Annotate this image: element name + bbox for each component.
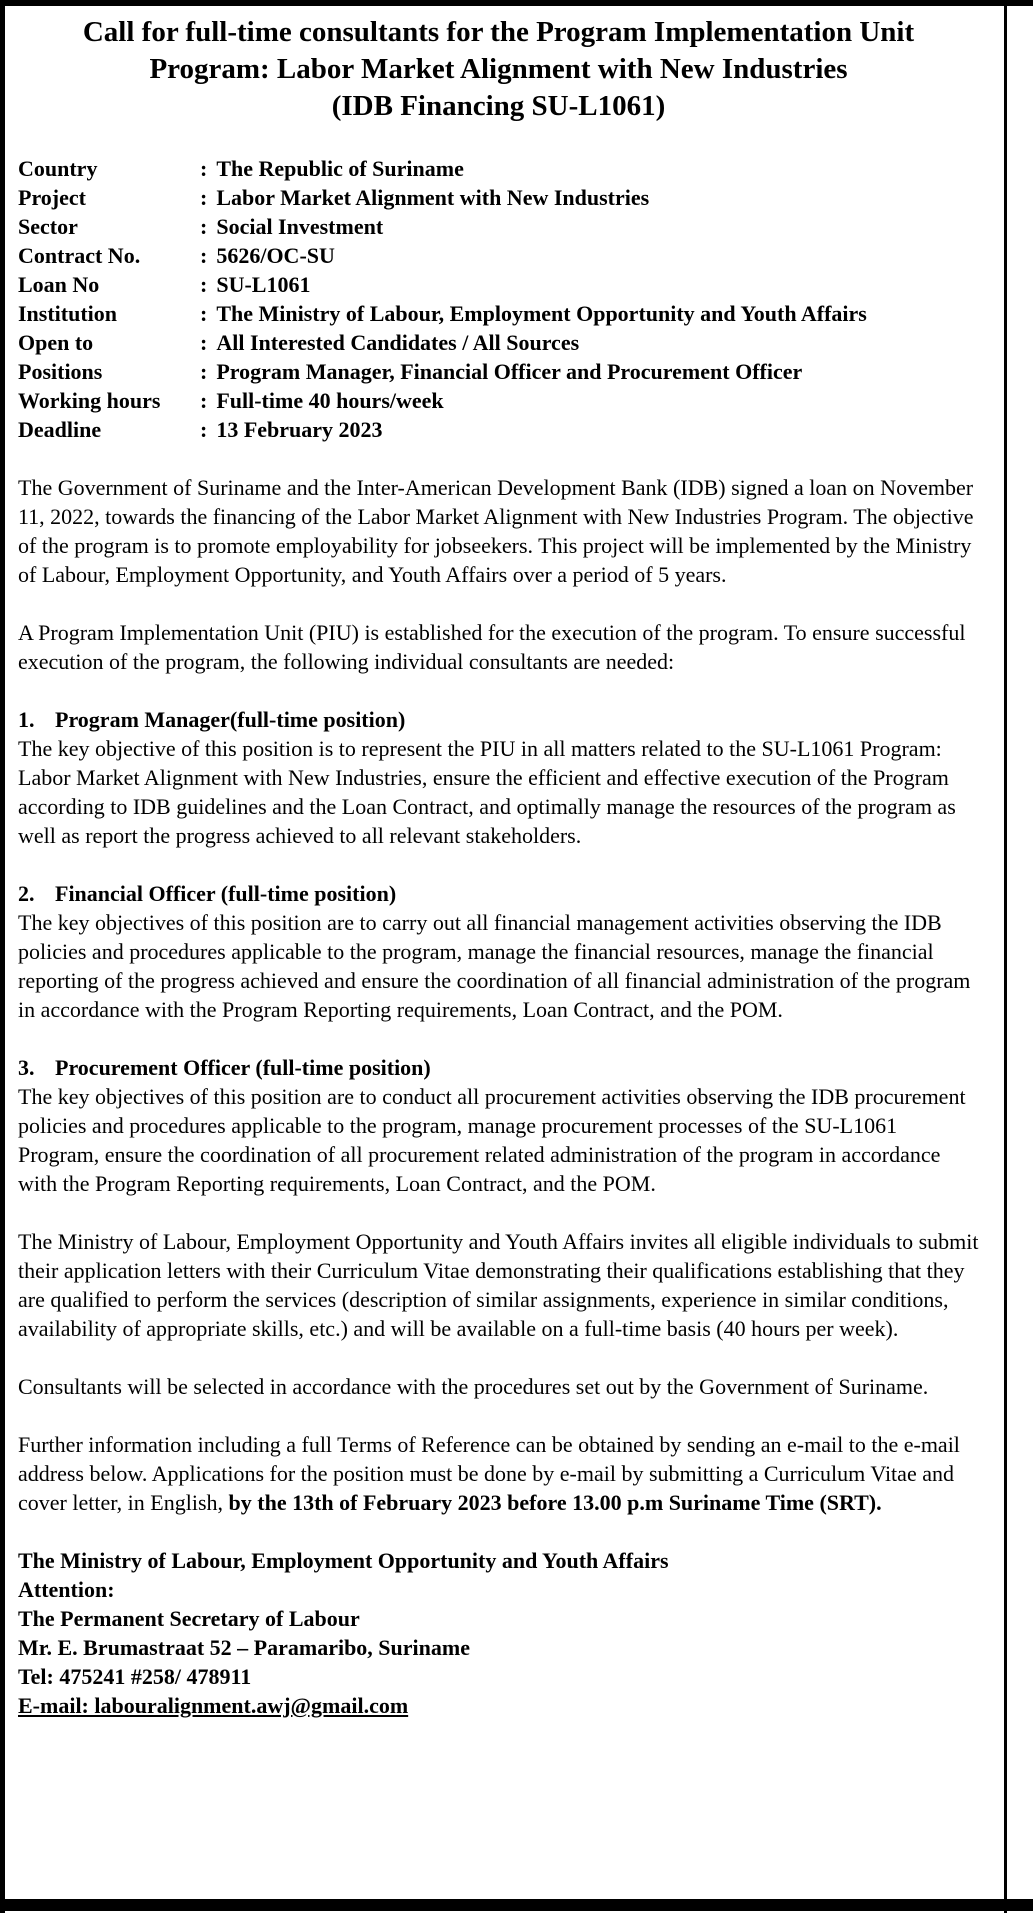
info-row-deadline — [18, 415, 979, 444]
info-value: Social Investment — [216, 214, 384, 239]
info-label: Project — [18, 185, 86, 210]
paragraph-loan-signing: The Government of Suriname and the Inter-American Development Bank (IDB) signed a loan on November 11, 2022, towards the financing of the Labor Market Alignment with New Industries Program. The objective of the program is to promote employability for jobseekers. This project will be implemented by the Ministry of Labour, Employment Opportunity, and Youth Affairs over a period of 5 years. — [18, 475, 974, 587]
colon-separator: : — [200, 185, 208, 210]
section-number: 1. — [18, 707, 35, 732]
contact-ministry: The Ministry of Labour, Employment Opportunity and Youth Affairs — [18, 1548, 669, 1573]
paragraph-further-information — [18, 1430, 979, 1517]
contact-attention: Attention: — [18, 1577, 115, 1602]
info-value: All Interested Candidates / All Sources — [216, 330, 580, 355]
colon-separator: : — [200, 388, 208, 413]
section-program-manager — [18, 705, 979, 850]
info-label: Working hours — [18, 388, 161, 413]
colon-separator: : — [200, 330, 208, 355]
section-financial-officer — [18, 879, 979, 1024]
colon-separator: : — [200, 301, 208, 326]
info-value: Labor Market Alignment with New Industries — [216, 185, 650, 210]
document-content — [5, 6, 993, 1720]
contact-telephone: Tel: 475241 #258/ 478911 — [18, 1664, 252, 1689]
info-row-working-hours — [18, 386, 979, 415]
title-line-2: Program: Labor Market Alignment with New Industries — [149, 53, 848, 85]
info-label: Loan No — [18, 272, 100, 297]
info-value: The Republic of Suriname — [216, 156, 464, 181]
colon-separator: : — [200, 243, 208, 268]
title-line-1: Call for full-time consultants for the Program Implementation Unit — [82, 16, 915, 48]
colon-separator: : — [200, 359, 208, 384]
further-info-deadline-bold: by the 13th of February 2023 before 13.00 p.m Suriname Time (SRT). — [228, 1490, 882, 1515]
section-heading-text: Program Manager(full-time position) — [55, 707, 406, 732]
contact-secretary: The Permanent Secretary of Labour — [18, 1606, 360, 1631]
section-heading-text: Procurement Officer (full-time position) — [55, 1055, 431, 1080]
info-label: Open to — [18, 330, 94, 355]
info-value: 5626/OC-SU — [216, 243, 335, 268]
info-row-project — [18, 183, 979, 212]
contact-block — [18, 1546, 979, 1720]
info-row-country — [18, 154, 979, 183]
colon-separator: : — [200, 272, 208, 297]
colon-separator: : — [200, 156, 208, 181]
info-row-sector — [18, 212, 979, 241]
section-heading-text: Financial Officer (full-time position) — [55, 881, 397, 906]
info-value: Program Manager, Financial Officer and Procurement Officer — [216, 359, 803, 384]
section-number: 3. — [18, 1055, 35, 1080]
info-value: 13 February 2023 — [216, 417, 383, 442]
section-heading-financial-officer — [18, 879, 979, 908]
paragraph-selection: Consultants will be selected in accordance with the procedures set out by the Government of Suriname. — [18, 1374, 929, 1399]
info-label: Sector — [18, 214, 78, 239]
page-border-right — [1004, 0, 1007, 1913]
info-row-institution — [18, 299, 979, 328]
page-border-bottom — [0, 1899, 1033, 1911]
contact-email: E-mail: labouralignment.awj@gmail.com — [18, 1693, 409, 1718]
paragraph-piu-established: A Program Implementation Unit (PIU) is established for the execution of the program. To ensure successful execution of the program, the following individual consultants are needed: — [18, 620, 966, 674]
info-row-positions — [18, 357, 979, 386]
document-title — [18, 14, 979, 125]
info-row-open-to — [18, 328, 979, 357]
info-value: Full-time 40 hours/week — [216, 388, 444, 413]
further-info-text: Further information including a full Terms of Reference can be obtained by sending an e-mail to the e-mail address below. Applications for the position must be done by e-mail by submitting a Curriculum Vitae and cover letter, in English, — [18, 1432, 960, 1515]
info-label: Positions — [18, 359, 103, 384]
info-label: Contract No. — [18, 243, 141, 268]
info-value: SU-L1061 — [216, 272, 311, 297]
section-body-financial-officer: The key objectives of this position are to carry out all financial management activities observing the IDB policies and procedures applicable to the program, manage the financial resources, manage the financial reporting of the progress achieved and ensure the coordination of all financial administration of the program in accordance with the Program Reporting requirements, Loan Contract, and the POM. — [18, 910, 971, 1022]
info-value: The Ministry of Labour, Employment Opportunity and Youth Affairs — [216, 301, 867, 326]
info-row-loan-no — [18, 270, 979, 299]
info-block — [18, 154, 979, 444]
info-row-contract-no — [18, 241, 979, 270]
section-heading-program-manager — [18, 705, 979, 734]
title-line-3: (IDB Financing SU-L1061) — [331, 90, 666, 122]
info-label: Institution — [18, 301, 118, 326]
section-body-procurement-officer: The key objectives of this position are to conduct all procurement activities observing the IDB procurement policies and procedures applicable to the program, manage procurement processes of the SU-L1061 Program, ensure the coordination of all procurement related administration of the program in accordance with the Program Reporting requirements, Loan Contract, and the POM. — [18, 1084, 966, 1196]
colon-separator: : — [200, 214, 208, 239]
section-number: 2. — [18, 881, 35, 906]
section-procurement-officer — [18, 1053, 979, 1198]
colon-separator: : — [200, 417, 208, 442]
info-label: Deadline — [18, 417, 102, 442]
section-body-program-manager: The key objective of this position is to represent the PIU in all matters related to the SU-L1061 Program: Labor Market Alignment with New Industries, ensure the efficient and effective execution of the Program according to IDB guidelines and the Loan Contract, and optimally manage the resources of the program as well as report the progress achieved to all relevant stakeholders. — [18, 736, 956, 848]
section-heading-procurement-officer — [18, 1053, 979, 1082]
info-label: Country — [18, 156, 98, 181]
contact-address: Mr. E. Brumastraat 52 – Paramaribo, Suriname — [18, 1635, 470, 1660]
paragraph-invitation: The Ministry of Labour, Employment Opportunity and Youth Affairs invites all eligible individuals to submit their application letters with their Curriculum Vitae demonstrating their qualifications establishing that they are qualified to perform the services (description of similar assignments, experience in similar conditions, availability of appropriate skills, etc.) and will be available on a full-time basis (40 hours per week). — [18, 1229, 979, 1341]
